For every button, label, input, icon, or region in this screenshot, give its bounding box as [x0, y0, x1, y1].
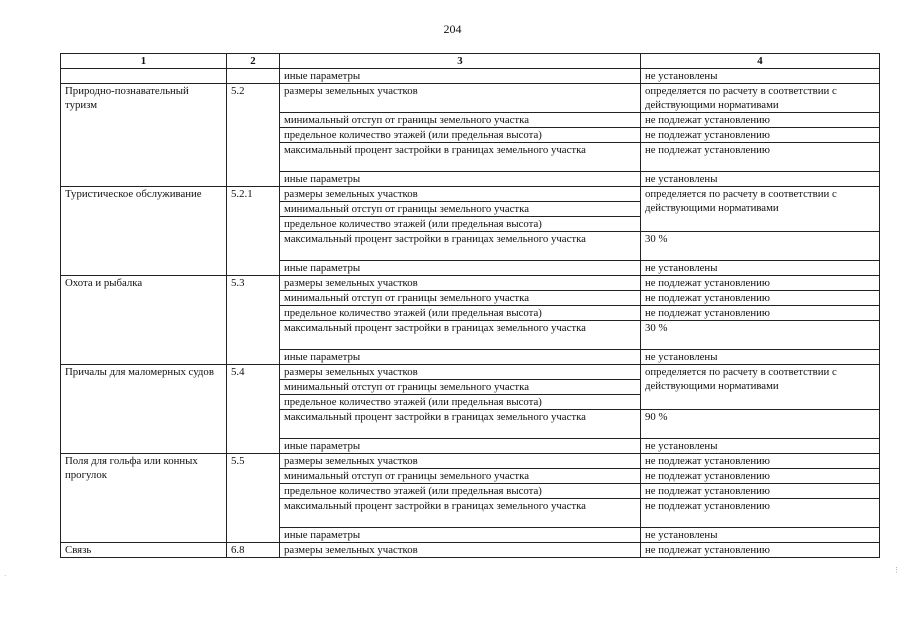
table-header-row [61, 54, 880, 69]
land-use-regulations-table [60, 53, 880, 558]
margin-mark: · [4, 572, 7, 580]
parameter-value: не подлежат установлению [641, 543, 880, 558]
parameter-name: максимальный процент застройки в границах земельного участка [280, 499, 641, 528]
parameter-value: не подлежат установлению [641, 276, 880, 291]
land-use-type: Охота и рыбалка [61, 276, 227, 365]
parameter-name: размеры земельных участков [280, 454, 641, 469]
land-use-code: 5.5 [227, 454, 280, 543]
parameter-name: размеры земельных участков [280, 187, 641, 202]
parameter-name: иные параметры [280, 439, 641, 454]
parameter-value: определяется по расчету в соответствии с действующими нормативами [641, 84, 880, 113]
parameter-value: не подлежат установлению [641, 454, 880, 469]
parameter-value: не подлежат установлению [641, 306, 880, 321]
column-header-1: 1 [61, 54, 227, 69]
parameter-name: минимальный отступ от границы земельного участка [280, 113, 641, 128]
land-use-type: Поля для гольфа или конных прогулок [61, 454, 227, 543]
parameter-name: предельное количество этажей (или предельная высота) [280, 217, 641, 232]
table-row [61, 84, 880, 113]
table-row [61, 276, 880, 291]
parameter-name: максимальный процент застройки в границах земельного участка [280, 410, 641, 439]
land-use-code [227, 69, 280, 84]
parameter-value: не установлены [641, 528, 880, 543]
parameter-name: размеры земельных участков [280, 365, 641, 380]
parameter-name: максимальный процент застройки в границах земельного участка [280, 143, 641, 172]
parameter-name: предельное количество этажей (или предельная высота) [280, 306, 641, 321]
land-use-code: 5.2 [227, 84, 280, 187]
parameter-name: иные параметры [280, 350, 641, 365]
land-use-code: 5.3 [227, 276, 280, 365]
parameter-name: минимальный отступ от границы земельного участка [280, 202, 641, 217]
column-header-3: 3 [280, 54, 641, 69]
land-use-code: 5.4 [227, 365, 280, 454]
page-number: 204 [443, 22, 462, 36]
parameter-name: максимальный процент застройки в границах земельного участка [280, 321, 641, 350]
parameter-value: не установлены [641, 439, 880, 454]
column-header-2: 2 [227, 54, 280, 69]
parameter-value: 30 % [641, 232, 880, 261]
parameter-value: не установлены [641, 350, 880, 365]
land-use-type [61, 69, 227, 84]
parameter-name: размеры земельных участков [280, 543, 641, 558]
table-row [61, 187, 880, 202]
table-row [61, 454, 880, 469]
parameter-value: 30 % [641, 321, 880, 350]
parameter-name: иные параметры [280, 172, 641, 187]
parameter-value: определяется по расчету в соответствии с действующими нормативами [641, 187, 880, 232]
parameter-name: минимальный отступ от границы земельного участка [280, 380, 641, 395]
parameter-value: не подлежат установлению [641, 143, 880, 172]
parameter-value: 90 % [641, 410, 880, 439]
parameter-value: определяется по расчету в соответствии с действующими нормативами [641, 365, 880, 410]
parameter-name: размеры земельных участков [280, 276, 641, 291]
table-row [61, 543, 880, 558]
parameter-value: не подлежат установлению [641, 484, 880, 499]
table-row [61, 69, 880, 84]
land-use-type: Туристическое обслуживание [61, 187, 227, 276]
parameter-value: не подлежат установлению [641, 469, 880, 484]
parameter-name: минимальный отступ от границы земельного участка [280, 291, 641, 306]
land-use-code: 5.2.1 [227, 187, 280, 276]
parameter-value: не подлежат установлению [641, 291, 880, 306]
parameter-name: иные параметры [280, 528, 641, 543]
parameter-name: минимальный отступ от границы земельного участка [280, 469, 641, 484]
parameter-value: не установлены [641, 172, 880, 187]
parameter-value: не подлежат установлению [641, 499, 880, 528]
parameter-name: предельное количество этажей (или предельная высота) [280, 484, 641, 499]
land-use-type: Природно-познавательный туризм [61, 84, 227, 187]
parameter-value: не подлежат установлению [641, 128, 880, 143]
table-row [61, 365, 880, 380]
parameter-value: не подлежат установлению [641, 113, 880, 128]
parameter-name: иные параметры [280, 69, 641, 84]
table-body [61, 69, 880, 558]
margin-mark: ⋮ [893, 566, 900, 574]
land-use-type: Причалы для маломерных судов [61, 365, 227, 454]
parameter-name: предельное количество этажей (или предельная высота) [280, 395, 641, 410]
parameter-value: не установлены [641, 261, 880, 276]
parameter-name: максимальный процент застройки в границах земельного участка [280, 232, 641, 261]
parameter-name: размеры земельных участков [280, 84, 641, 113]
parameter-name: предельное количество этажей (или предельная высота) [280, 128, 641, 143]
parameter-name: иные параметры [280, 261, 641, 276]
land-use-code: 6.8 [227, 543, 280, 558]
column-header-4: 4 [641, 54, 880, 69]
parameter-value: не установлены [641, 69, 880, 84]
land-use-type: Связь [61, 543, 227, 558]
